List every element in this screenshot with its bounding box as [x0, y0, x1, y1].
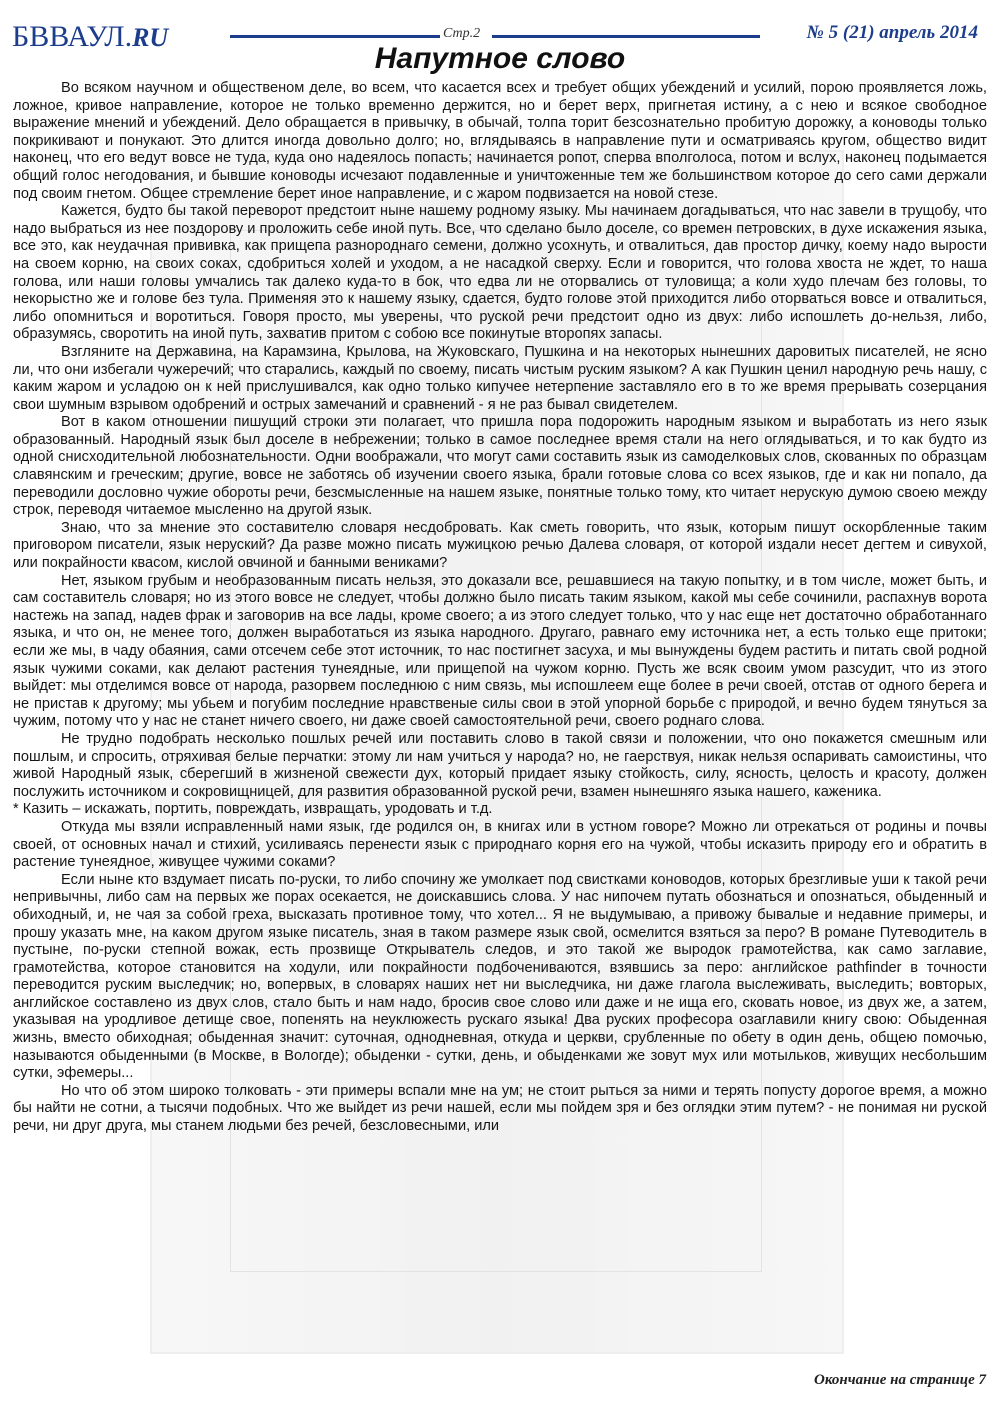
paragraph: Откуда мы взяли исправленный нами язык, где родился он, в книгах или в устном говоре? Можно ли отрекаться от родины и почвы своей, от основных начал и стихий, усиливаясь перенести язык с природнаго корня его на чужой, чтобы исказить природу его и обратить в растение тунеядное, живущее чужими соками? [13, 818, 987, 871]
paragraph: Не трудно подобрать несколько пошлых речей или поставить слово в такой связи и положении, что оно покажется смешным или пошлым, и спросить, отряхивая белые перчатки: этому ли нам учиться у народа? но, не гаерствуя, никак нельзя оспаривать самоистины, что живой Народный язык, сберегший в жизненой свежести дух, который придает языку стойкость, силу, ясность, целость и красоту, должен послужить источником и сокровищницей, для развития образованной руской речи, взамен нынешняго языка нашего, каженика. [13, 730, 987, 800]
paragraph: Если ныне кто вздумает писать по-руски, то либо спочину же умолкает под свистками коноводов, которых брезгливые уши к такой речи непривычны, либо сам на первых же порах осекается, не доискавшись слова. У нас нипочем путать обознаться и опознаться, обыденный и обиходный, и, не чая за собой греха, высказать противное тому, что хотел... Я не выдумываю, а привожу бывалые и недавние примеры, и прошу указать мне, на каком другом языке писатель, зная в таком размере язык свой, осмелится взяться за перо? В романе Путеводитель в пустыне, по-руски степной вожак, есть прозвище Открыватель следов, и это такой же выродок грамотейства, как само заглавие, грамотейства, которое становится на ходули, или покрайности подбочениваются, взявшись за перо: английское pathfinder в точности переводится руским выследчик; но, вопервых, в словарях наших нет ни выследчика, ни даже глагола выслеживать, выследить; вовторых, английское составлено из двух слов, стало быть и нам надо, бросив свое слово или даже и не ища его, сковать новое, из двух же, а затем, указывая на уродливое детище свое, попенять на неуклюжесть рускаго языка! Два руских професора озаглавили книгу свою: Обыденная жизнь, вместо обиходная; обыденная значит: суточная, однодневная, откуда и церкви, срубленные по обету в один день, общею помочью, называются обыденными (в Москве, в Вологде); обыденки - сутки, день, и обыденками же зовут мух или мотыльков, живущих несбольшим сутки, эфемеры... [13, 871, 987, 1082]
paragraph: Но что об этом широко толковать - эти примеры вспали мне на ум; не стоит рыться за ними и терять попусту дорогое время, а можно бы найти не сотни, а тысячи подобных. Что же выйдет из речи нашей, если мы пойдем зря и без оглядки этим путем? - не понимая ни руской речи, ни друг друга, мы станем людьми без речей, безсловесными, или [13, 1082, 987, 1135]
article-body [13, 80, 987, 1136]
header-rule-left [230, 35, 440, 38]
paragraph: Нет, языком грубым и необразованным писать нельзя, это доказали все, решавшиеся на такую попытку, и в том числе, может быть, и сам составитель словаря; но из этого вовсе не следует, чтобы должно было писать таким языком, какой мы себе сочинили, распахнув ворота настежь на запад, надев фрак и заговорив на все лады, кроме своего; а из этого следует только, что у нас еще нет достаточно обработаннаго языка, и что он, не менее того, должен выработаться из языка народного. Другаго, равнаго ему источника нет, а есть только еще притоки; если же мы, в чаду обаяния, сами отсечем себе этот источник, то нас постигнет засуха, и мы вынуждены будем растить и питать свой родной язык чужими соками, как делают растения тунеядные, или прищепой на чужом корню. Пусть же всяк своим умом разсудит, что из этого выйдет: мы отделимся вовсе от народа, разорвем последнюю с ним связь, мы испошлеем еще более в речи своей, отстав от одного берега и не пристав к другому; мы убьем и погубим последние нравственые силы свои в этой упорной борьбе с природой, и вечно будем тянуться за чужим, потому что у нас не станет ничего своего, ни даже своей самостоятельной речи, своего роднаго слова. [13, 572, 987, 730]
continuation-note[interactable]: Окончание на странице 7 [814, 1372, 986, 1388]
header-rule-right [492, 35, 760, 38]
logo-text: БВВАУЛ. [12, 20, 133, 53]
logo-suffix: RU [132, 23, 169, 52]
paragraph: Знаю, что за мнение это составителю словаря несдобровать. Как сметь говорить, что язык, которым пишут оскорбленные таким приговором писатели, язык неруский? Да разве можно писать мужицкою речью Далева словаря, от которой издали несет дегтем и сивухой, или покрайности квасом, кислой овчиной и банными вениками? [13, 519, 987, 572]
paragraph: Кажется, будто бы такой переворот предстоит ныне нашему родному языку. Мы начинаем догадываться, что нас завели в трущобу, что надо выбраться из нее поздорову и проложить себе иной путь. Все, что сделано было доселе, со времен петровских, в духе искажения языка, все это, как неудачная прививка, как прищепа разнороднаго семени, должно усохнуть, и отвалиться, дав простор дичку, коему надо вырости на своем корню, на своих соках, сдобриться холей и уходом, а не насадкой сверху. Если и говорится, что голова хвоста не ждет, то наша голова, или наши головы умчались так далеко куда-то в бок, что едва ли не оторвались от туловища; а коли худо плечам без головы, то некорыстно же и голове без тула. Применяя это к нашему языку, сдается, будто голове этой приходится либо оторваться вовсе и отвалиться, либо опомниться и воротиться. Говоря просто, мы уверены, что руской речи предстоит одно из двух: либо испошлеть до-нельзя, либо, образумясь, своротить на иной путь, захватив притом с собою все покинутые второпях запасы. [13, 203, 987, 343]
issue-info: № 5 (21) апрель 2014 [806, 22, 978, 43]
paragraph: Во всяком научном и общественом деле, во всем, что касается всех и требует общих убеждений и усилий, порою проявляется ложь, ложное, кривое направление, которое не только временно держится, но и берет верх, пригнетая истину, а с нею и всякое свободное выражение мнений и убеждений. Дело обращается в привычку, в обычай, толпа торит безсознательно пробитую дорожку, а коноводы только покрикивают и понукают. Это длится иногда довольно долго; но, вглядываясь в направление пути и осматриваясь кругом, общество видит наконец, что его ведут вовсе не туда, куда оно надеялось попасть; начинается ропот, сперва вполголоса, потом и вслух, наконец подымается общий голос негодования, и бывшие коноводы исчезают подавленные и уничтоженные тем же большинством которое до сего сами держали под своим гнетом. Общее стремление берет иное направление, и с жаром подвизается на новой стезе. [13, 80, 987, 202]
page-number: Стр.2 [443, 26, 481, 41]
article-title: Напутное слово [374, 42, 626, 75]
paragraph: Вот в каком отношении пишущий строки эти полагает, что пришла пора подорожить народным языком и выработать из него язык образованный. Народный язык был доселе в небрежении; только в самое последнее время стали на него оглядываться, и то как будто из одной снисходительной любознательности. Одни воображали, что могут сами составить язык из самоделковых слов, скованных по образцам славянским и греческим; другие, вовсе не заботясь об изучении своего языка, брали готовые слова со всех языков, где и как ни попало, да переводили дословно чужие обороты речи, безсмысленные на нашем языке, понятные только тому, кто читает нерускую думою своею между строк, переводя читаемое мысленно на другой язык. [13, 414, 987, 519]
paragraph: Взгляните на Державина, на Карамзина, Крылова, на Жуковскаго, Пушкина и на некоторых нынешних даровитых писателей, не ясно ли, что они избегали чужеречий; что старались, каждый по своему, писать чистым руским языком? А как Пушкин ценил народную речь нашу, с каким жаром и усладою он к ней прислушивался, как одно только кипучее нетерпение заставляло его в то же время прерывать созерцания свои шумным взрывом одобрений и острых замечаний и сравнений - я не раз бывал свидетелем. [13, 343, 987, 413]
footnote: * Казить – искажать, портить, повреждать, извращать, уродовать и т.д. [13, 801, 493, 818]
